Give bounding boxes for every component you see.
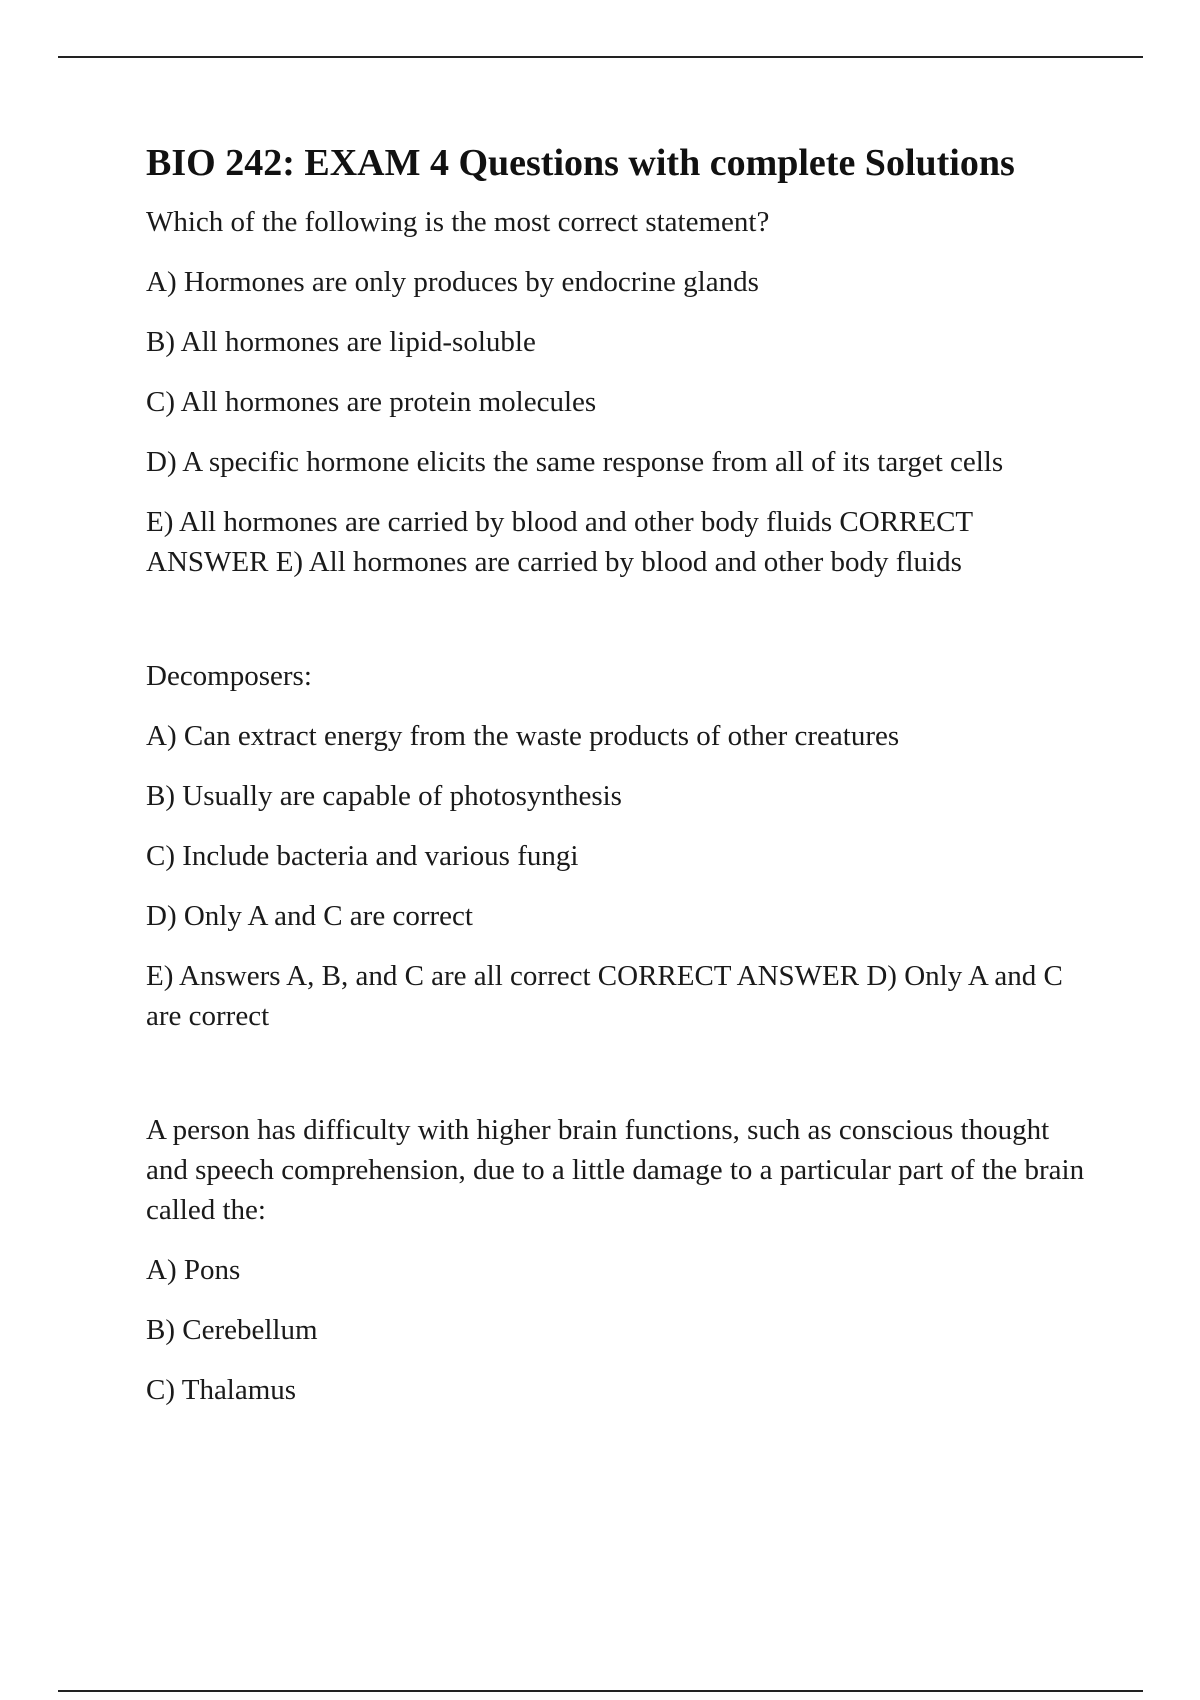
question-3-option-a: A) Pons (146, 1253, 241, 1286)
question-spacer (146, 602, 1086, 656)
question-2-option-d: D) Only A and C are correct (146, 899, 473, 932)
question-2-option-e-answer: E) Answers A, B, and C are all correct CORRECT ANSWER D) Only A and C are correct (146, 959, 1063, 1032)
question-2-option-c: C) Include bacteria and various fungi (146, 839, 579, 872)
question-3-option-c: C) Thalamus (146, 1373, 297, 1406)
question-2-prompt: Decomposers: (146, 659, 312, 692)
question-1-option-c: C) All hormones are protein molecules (146, 385, 597, 418)
question-1-option-e-answer: E) All hormones are carried by blood and other body fluids CORRECT ANSWER E) All hormones are carried by blood and other body fluids (146, 505, 973, 578)
question-spacer (146, 1056, 1086, 1110)
footer-rule (58, 1690, 1143, 1692)
question-2-option-a: A) Can extract energy from the waste products of other creatures (146, 719, 900, 752)
question-3-option-b: B) Cerebellum (146, 1313, 318, 1346)
question-3-prompt: A person has difficulty with higher brain functions, such as conscious thought and speech comprehension, due to a little damage to a particular part of the brain called the: (146, 1113, 1085, 1226)
question-1-option-d: D) A specific hormone elicits the same response from all of its target cells (146, 445, 1004, 478)
question-1-option-b: B) All hormones are lipid-soluble (146, 325, 536, 358)
header-rule (58, 56, 1143, 58)
question-1-prompt: Which of the following is the most correct statement? (146, 205, 770, 238)
question-1-option-a: A) Hormones are only produces by endocrine glands (146, 265, 759, 298)
page-content (146, 140, 1086, 1430)
document-title: BIO 242: EXAM 4 Questions with complete Solutions (146, 142, 1015, 184)
question-2-option-b: B) Usually are capable of photosynthesis (146, 779, 622, 812)
